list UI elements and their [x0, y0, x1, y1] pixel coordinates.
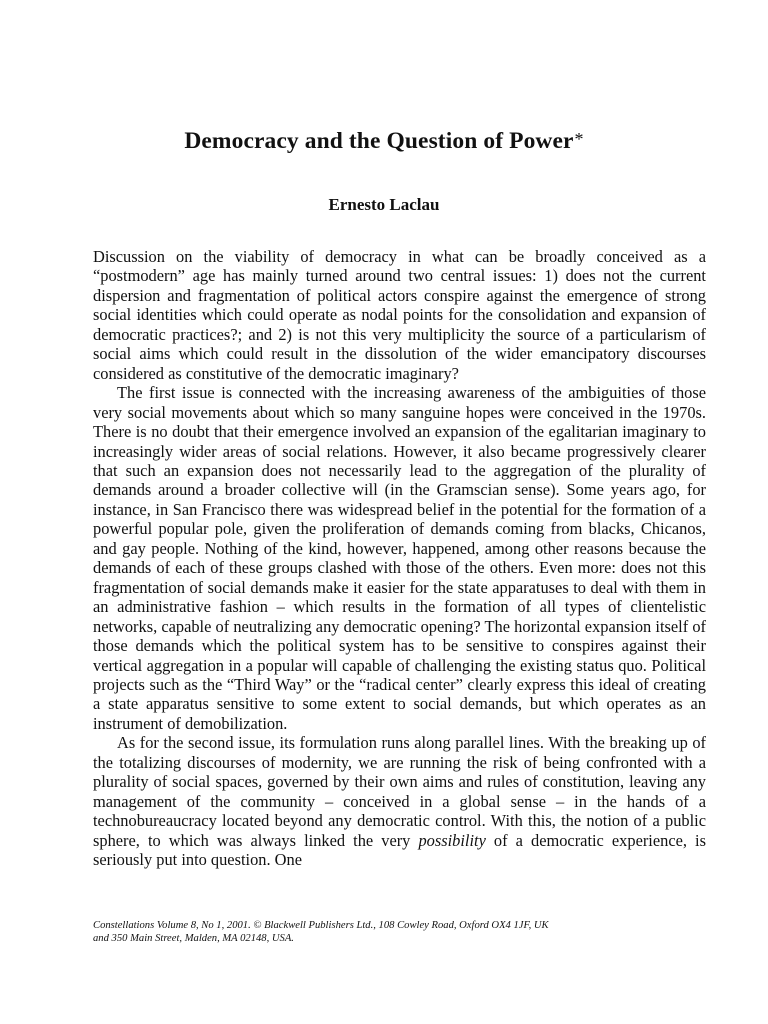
paragraph-2: The first issue is connected with the increasing awareness of the ambiguities of those very social movements about which so many sanguine hopes were conceived in the 1970s. There is no doubt that their emergence involved an expansion of the egalitarian imaginary to increasingly wider areas of social relations. However, it also became progressively clearer that such an expansion does not necessarily lead to the aggregation of the plurality of demands around a broader collective will (in the Gramscian sense). Some years ago, for instance, in San Francisco there was widespread belief in the potential for the formation of a powerful popular pole, given the proliferation of demands coming from blacks, Chicanos, and gay people. Nothing of the kind, however, happened, among other reasons because the demands of each of these groups clashed with those of the others. Even more: does not this fragmentation of social demands make it easier for the state apparatuses to deal with them in an administrative fashion – which results in the formation of all types of clientelistic networks, capable of neutralizing any democratic opening? The horizontal expansion itself of those demands which the political system has to be sensitive to conspires against their vertical aggregation in a popular will capable of challenging the existing status quo. Political projects such as the “Third Way” or the “radical center” clearly express this ideal of creating a state apparatus sensitive to some extent to social demands, but which operates as an instrument of demobilization. [93, 383, 706, 733]
title-footnote-mark: * [574, 129, 584, 149]
article-title-text: Democracy and the Question of Power [184, 128, 574, 154]
footer-line-2: and 350 Main Street, Malden, MA 02148, USA. [93, 932, 294, 944]
article-author: Ernesto Laclau [328, 195, 440, 214]
article-body [93, 247, 706, 870]
footer-line-1: Constellations Volume 8, No 1, 2001. © Blackwell Publishers Ltd., 108 Cowley Road, Oxford OX4 1JF, UK [93, 920, 549, 931]
paragraph-3-text-end: of a democratic experience, is seriously put into question. One [93, 830, 706, 870]
paragraph-1: Discussion on the viability of democracy in what can be broadly conceived as a “postmodern” age has mainly turned around two central issues: 1) does not the current dispersion and fragmentation of political actors conspire against the emergence of strong social identities which could operate as nodal points for the consolidation and expansion of democratic practices?; and 2) is not this very multiplicity the source of a particularism of social aims which could result in the dissolution of the wider emancipatory discourses considered as constitutive of the democratic imaginary? [93, 247, 706, 383]
publication-footer [93, 920, 706, 945]
article-title [0, 128, 768, 155]
paragraph-3-emphasis: possibility [418, 830, 486, 850]
paragraph-3 [93, 733, 706, 869]
paragraph-3-text-start: As for the second issue, its formulation runs along parallel lines. With the breaking up of the totalizing discourses of modernity, we are running the risk of being confronted with a plurality of social spaces, governed by their own aims and rules of constitution, leaving any management of the community – conceived in a global sense – in the hands of a technobureaucracy located beyond any democratic control. With this, the notion of a public sphere, to which was always linked the very [93, 733, 706, 850]
